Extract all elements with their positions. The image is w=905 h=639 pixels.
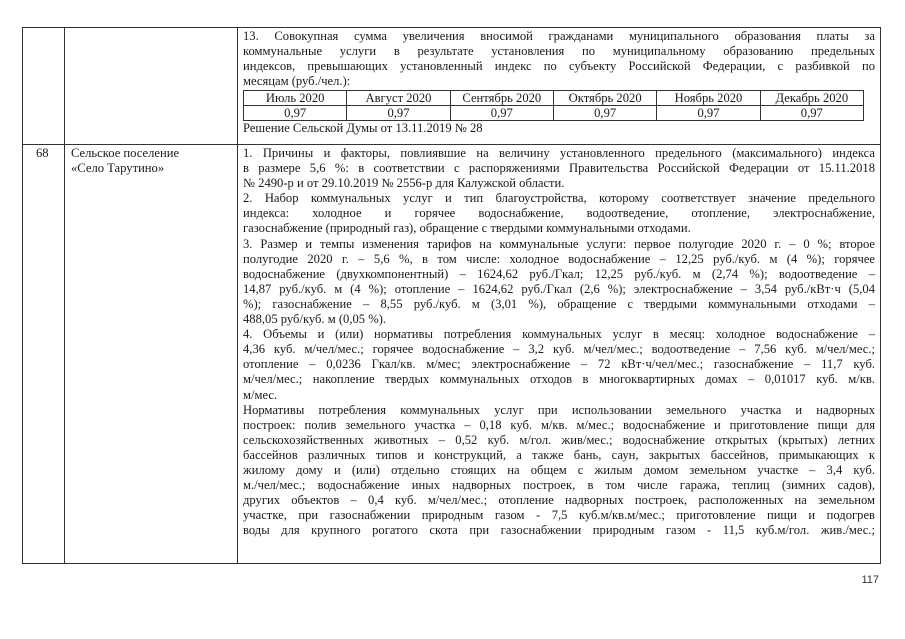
month-header: Июль 2020	[244, 91, 347, 106]
row-divider	[23, 144, 880, 145]
paragraph-line: полугодие 2020 г. – 5,6 %, в том числе: холодное водоснабжение – 12,25 руб./куб. м (4 %); горячее	[243, 251, 875, 266]
paragraph-line: № 2490-р и от 29.10.2019 № 2556-р для Калужской области.	[243, 176, 565, 191]
paragraph-line: бассейнов различных типов и конструкций, а также бань, саун, закрытых бассейнов, примыкающих к	[243, 447, 875, 462]
paragraph-line: отопление – 0,0236 Гкал/кв. м/мес; электроснабжение – 72 кВт·ч/чел/мес.; газоснабжение – 11,7 куб.	[243, 357, 875, 372]
month-value: 0,97	[553, 106, 656, 121]
monthly-payment-table	[243, 90, 864, 121]
page-number: 117	[861, 574, 879, 586]
month-header: Август 2020	[347, 91, 450, 106]
paragraph-line: месяцам (руб./чел.):	[243, 74, 351, 89]
table-header-row	[244, 91, 864, 106]
paragraph-line: 14,87 руб./куб. м (4 %); отопление – 1624,62 руб./Гкал (2,6 %); электроснабжение – 3,54 руб./кВт·ч (5,04	[243, 281, 875, 296]
paragraph-line: водоснабжение (двухкомпонентный) – 1624,62 руб./Гкал; 12,25 руб./куб. м (2,74 %); водоотведение –	[243, 266, 875, 281]
table-row	[244, 106, 864, 121]
month-header: Декабрь 2020	[760, 91, 863, 106]
document-table	[22, 27, 881, 564]
paragraph-line: воды для крупного рогатого скота при газоснабжении природным газом - 11,5 куб.м/гол. жив./мес.;	[243, 523, 875, 538]
paragraph-line: Нормативы потребления коммунальных услуг при использовании земельного участка и надворных	[243, 402, 875, 417]
paragraph-line: 488,05 руб/куб. м (0,05 %).	[243, 312, 387, 327]
paragraph-line: коммунальные услуги в результате установления по муниципальному образованию предельных	[243, 44, 875, 59]
month-value: 0,97	[347, 106, 450, 121]
paragraph-line: участке, при газоснабжении природным газом - 7,5 куб.м/кв.м/мес.; приготовление пищи и подогрев	[243, 508, 875, 523]
paragraph-line: м/чел/мес.; накопление твердых коммунальных отходов в многоквартирных домах – 0,01017 куб. м/кв.	[243, 372, 875, 387]
paragraph-line: газоснабжение (природный газ), обращение с твердыми коммунальными отходами.	[243, 221, 691, 236]
paragraph-line: %); газоснабжение – 8,55 руб./куб. м (3,01 %), обращение с твердыми коммунальными отходами –	[243, 296, 875, 311]
decision-reference: Решение Сельской Думы от 13.11.2019 № 28	[243, 121, 483, 136]
municipality-name-line: «Село Тарутино»	[71, 161, 165, 176]
month-value: 0,97	[657, 106, 760, 121]
month-header: Ноябрь 2020	[657, 91, 760, 106]
column-divider	[64, 28, 65, 563]
month-value: 0,97	[760, 106, 863, 121]
month-header: Сентябрь 2020	[450, 91, 553, 106]
paragraph-line: в размере 5,6 %: в соответствии с распоряжениями Правительства Российской Федерации от 15.11.2018	[243, 161, 875, 176]
row-number: 68	[36, 146, 49, 160]
column-divider	[237, 28, 238, 563]
month-value: 0,97	[450, 106, 553, 121]
paragraph-line: индексов, превышающих установленный индекс по субъекту Российской Федерации, с разбивкой по	[243, 59, 875, 74]
paragraph-line: других объектов – 0,4 куб. м/чел/мес.; отопление надворных построек, расположенных на земельном	[243, 493, 875, 508]
paragraph-line: м./чел/мес.; водоснабжение иных надворных построек, в том числе гаража, теплиц (зимних садов),	[243, 478, 875, 493]
paragraph-line: 4. Объемы и (или) нормативы потребления коммунальных услуг в месяц: холодное водоснабжение –	[243, 327, 875, 342]
row-68-content	[243, 146, 875, 538]
paragraph-line: 13. Совокупная сумма увеличения вносимой гражданами муниципального образования платы за	[243, 29, 875, 43]
month-header: Октябрь 2020	[553, 91, 656, 106]
row-13-content	[243, 29, 875, 136]
paragraph-line: 3. Размер и темпы изменения тарифов на коммунальные услуги: первое полугодие 2020 г. – 0 %; второе	[243, 236, 875, 251]
municipality-name-line: Сельское поселение	[71, 146, 180, 160]
paragraph-line: построек: полив земельного участка – 0,18 куб. м/кв. м/мес.; водоснабжение и приготовление пищи для	[243, 417, 875, 432]
paragraph-line: 2. Набор коммунальных услуг и тип благоустройства, которому соответствует значение предельного	[243, 191, 875, 206]
paragraph-line: индекса: холодное и горячее водоснабжение, водоотведение, отопление, электроснабжение,	[243, 206, 875, 221]
paragraph-line: жилому дому и (или) отдельно стоящих на общем с жилым домом земельном участке – 3,4 куб.	[243, 462, 875, 477]
paragraph-line: сельскохозяйственных животных – 0,52 куб. м/гол. жив/мес.; водоснабжение открытых (крытых) летних	[243, 432, 875, 447]
paragraph-line: 4,36 куб. м/чел/мес.; горячее водоснабжение – 3,2 куб. м/чел/мес.; водоотведение – 7,56 куб. м/чел/мес.;	[243, 342, 875, 357]
paragraph-line: 1. Причины и факторы, повлиявшие на величину установленного предельного (максимального) индекса	[243, 146, 875, 160]
paragraph-line: м/мес.	[243, 387, 278, 402]
municipality-name	[71, 146, 231, 176]
month-value: 0,97	[244, 106, 347, 121]
